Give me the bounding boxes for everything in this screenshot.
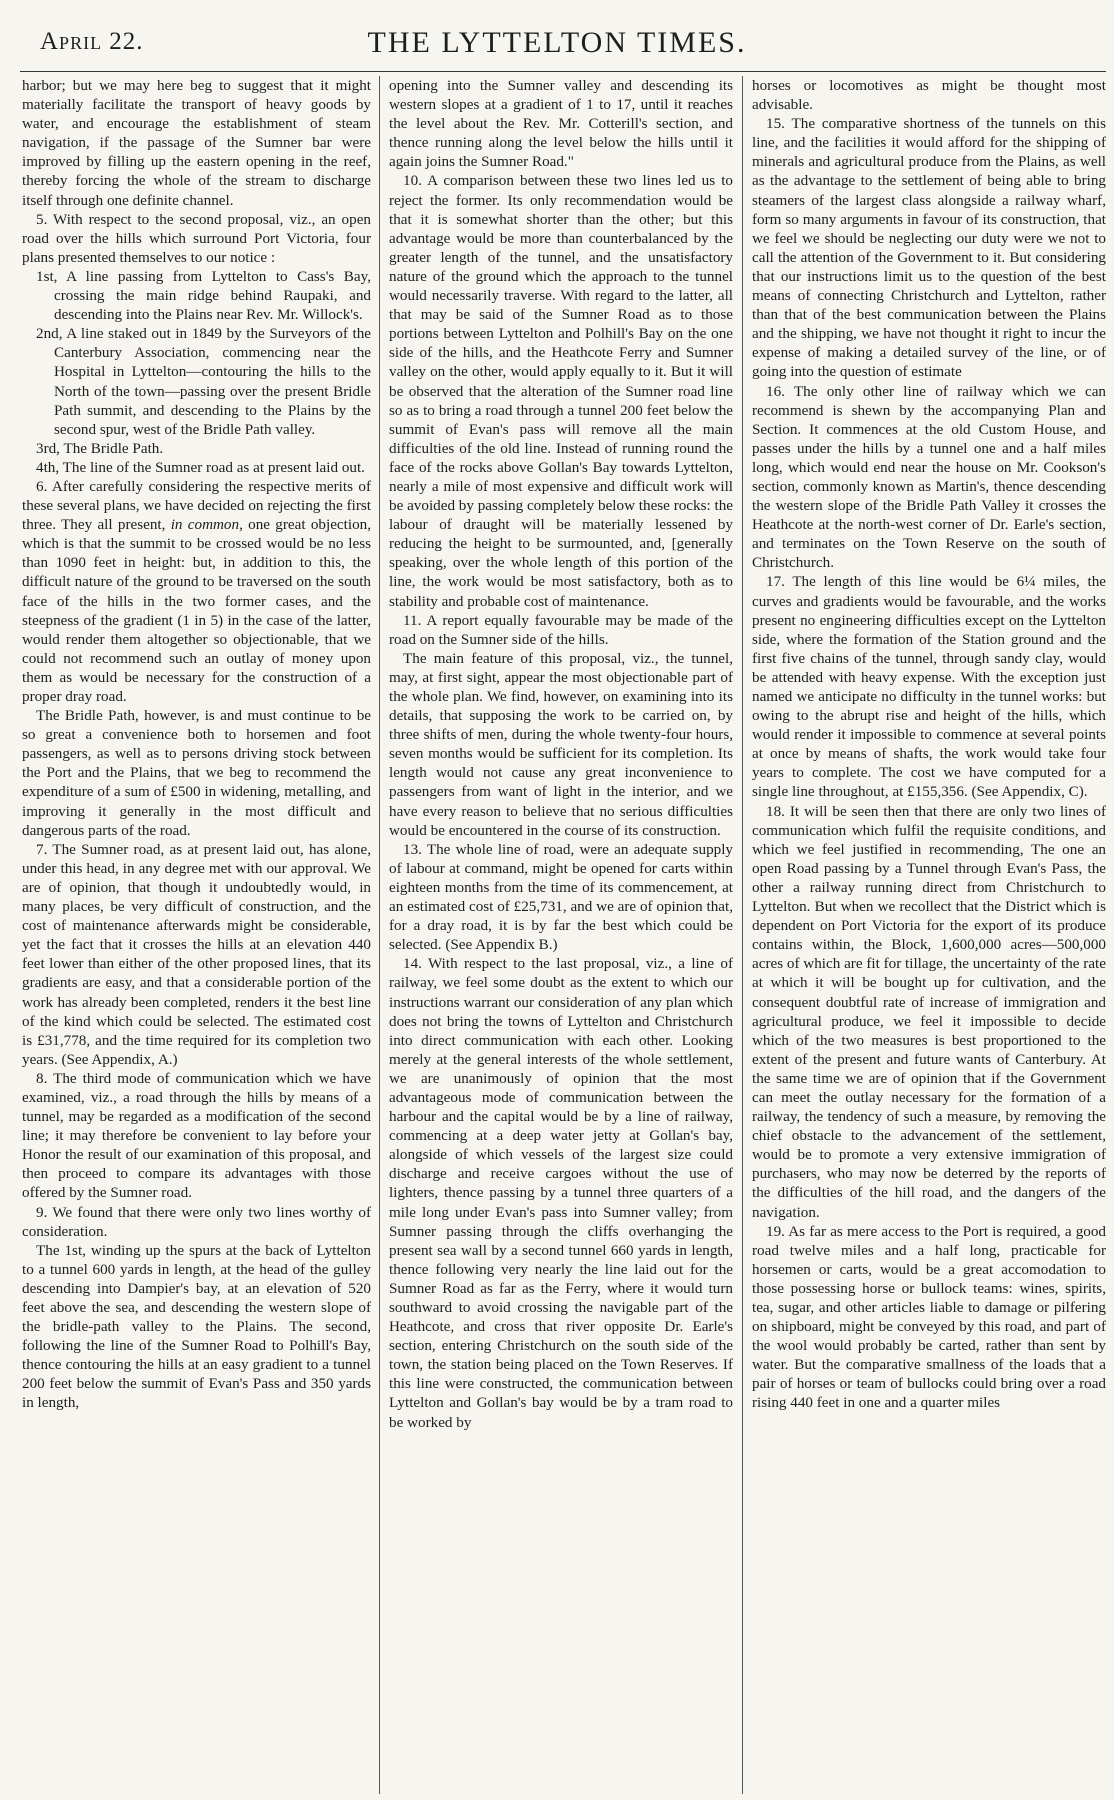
paragraph: 14. With respect to the last proposal, viz., a line of railway, we feel some doubt as the extent to which our instructions warrant our consideration of any plan which does not bring the towns of Lyttelton and Christchurch into direct communication with each other. Looking merely at the general interests of the whole settlement, we are unanimously of opinion that the most advantageous mode of communication between the harbour and the capital would be by a line of railway, commencing at a deep water jetty at Gollan's bay, alongside of which vessels of the largest size could discharge and receive cargoes without the use of lighters, thence passing by a tunnel three quarters of a mile long under Evan's pass into Sumner valley; from Sumner passing through the cliffs overhanging the present sea wall by a second tunnel 660 yards in length, thence following very nearly the line laid out for the Sumner Road as far as the Ferry, where it would turn southward to avoid crossing the navigable part of the Heathcote, and cross that river opposite Dr. Earle's section, entering Christchurch on the south side of the town, the station being placed on the Town Reserves. If this line were constructed, the communication between Lyttelton and Gollan's bay would be by a tram road to be worked by <box>389 955 733 1431</box>
paragraph: The 1st, winding up the spurs at the back of Lyttelton to a tunnel 600 yards in length, at the head of the gulley descending into Dampier's bay, at an elevation of 520 feet above the sea, and descending the western slope of the bridle-path valley to the Plains. The second, following the line of the Sumner Road to Polhill's Bay, thence contouring the hills at an easy gradient to a tunnel 200 feet below the summit of Evan's Pass and 350 yards in length, <box>22 1241 371 1412</box>
paragraph-text: , one great objection, which is that the summit to be crossed would be no less than 1090 feet in height: but, in addition to this, the difficult nature of the ground to be traversed on the south face of the hills in the two former cases, and the steepness of the gradient (1 in 5) in the case of the latter, would render them altogether so objectionable, that we could not recommend such an outlay of money upon them as would be necessary for the construction of a proper dray road. <box>22 516 371 705</box>
header-rule <box>20 71 1106 72</box>
paragraph: 11. A report equally favourable may be made of the road on the Sumner side of the hills. <box>389 611 733 648</box>
list-item: 4th, The line of the Sumner road as at present laid out. <box>36 458 365 476</box>
page-header <box>40 22 1074 62</box>
column-3 <box>743 76 1106 1794</box>
paragraph: The main feature of this proposal, viz., the tunnel, may, at first sight, appear the most objectionable part of the whole plan. We find, however, on examining into its details, that supposing the work to be carried on, by three shifts of men, during the whole twenty-four hours, seven months would be sufficient for its completion. Its length would not cause any great inconvenience to passengers from want of light in the interior, and we have every reason to believe that no serious difficulties would be encountered in the course of its construction. <box>389 649 733 839</box>
issue-date: April 22. <box>40 28 144 55</box>
paragraph: 5. With respect to the second proposal, viz., an open road over the hills which surround Port Victoria, four plans presented themselves to our notice : <box>22 210 371 266</box>
paragraph: 13. The whole line of road, were an adequate supply of labour at command, might be opened for carts within eighteen months from the time of its commencement, at an estimated cost of £25,731, and we are of opinion that, for a dray road, it is by far the best which could be selected. (See Appendix B.) <box>389 840 733 954</box>
paragraph: 8. The third mode of communication which we have examined, viz., a road through the hills by means of a tunnel, may be regarded as a modification of the second line; it may therefore be convenient to lay before your Honor the result of our examination of this proposal, and then proceed to compare its advantages with those offered by the Sumner road. <box>22 1069 371 1202</box>
list-item: 1st, A line passing from Lyttelton to Cass's Bay, crossing the main ridge behind Raupaki, and descending into the Plains near Rev. Mr. Willock's. <box>36 267 371 324</box>
enumerated-list <box>22 267 371 477</box>
paragraph: 10. A comparison between these two lines led us to reject the former. Its only recommendation would be that it is somewhat shorter than the other; but this advantage would be more than counterbalanced by the greater length of the tunnel, and the unsatisfactory nature of the ground which the approach to the tunnel would necessarily traverse. With regard to the latter, all that may be said of the Sumner Road as to those portions between Lyttelton and Polhill's Bay on the one side of the hills, and the Heathcote Ferry and Sumner valley on the other, would apply equally to it. But it will be observed that the alteration of the Sumner road line so as to bring a road through a tunnel 200 feet below the summit of Evan's pass will remove all the main difficulties of the old line. Instead of running round the face of the rocks above Gollan's Bay towards Lyttelton, nearly a mile of most expensive and difficult work will be avoided by passing completely below these rocks: the labour of draught will be materially lessened by reducing the height to be surmounted, and, [generally speaking, over the whole length of this portion of the line, the work would be most satisfactory, both as to stability and probable cost of maintenance. <box>389 172 733 610</box>
article-columns <box>22 76 1106 1794</box>
continued-paragraph: harbor; but we may here beg to suggest that it might materially facilitate the transport of heavy goods by water, and encourage the establishment of steam navigation, if the passage of the Sumner bar were improved by filling up the eastern opening in the reef, thereby forcing the whole of the stream to discharge itself through one definite channel. <box>22 77 371 209</box>
list-item: 2nd, A line staked out in 1849 by the Surveyors of the Canterbury Association, commencing near the Hospital in Lyttelton—contouring the hills to the North of the town—passing over the present Bridle Path summit, and descending to the Plains by the second spur, west of the Bridle Path valley. <box>36 325 371 438</box>
paragraph: The Bridle Path, however, is and must continue to be so great a convenience both to horsemen and foot passengers, as well as to persons driving stock between the Port and the Plains, that we beg to recommend the expenditure of a sum of £500 in widening, metalling, and improving it generally in the most difficult and dangerous parts of the road. <box>22 707 371 839</box>
column-2 <box>380 76 743 1794</box>
paragraph: 19. As far as mere access to the Port is required, a good road twelve miles and a half long, practicable for horsemen or carts, would be a great accomodation to those possessing horse or bullock teams: wines, spirits, tea, sugar, and other articles liable to damage or pilfering on shipboard, might be conveyed by this road, and part of the wool would probably be carted, rather than sent by water. But the comparative smallness of the loads that a pair of horses or team of bullocks could bring over a road rising 440 feet in one and a quarter miles <box>752 1222 1106 1412</box>
list-item: 3rd, The Bridle Path. <box>36 439 164 457</box>
paragraph <box>22 477 371 706</box>
paragraph: 9. We found that there were only two lines worthy of consideration. <box>22 1203 371 1240</box>
paragraph: 17. The length of this line would be 6¼ miles, the curves and gradients would be favourable, and the works present no engineering difficulties except on the Lyttelton side, where the formation of the Station ground and the first five chains of the tunnel, through sandy clay, would be attended with heavy expense. With the exception just named we anticipate no difficulty in the tunnel works: but owing to the abrupt rise and height of the hills, which would render it impossible to commence at several points at once by means of shafts, the work would take four years to complete. The cost we have computed for a single line throughout, at £155,356. (See Appendix, C). <box>752 573 1106 801</box>
paragraph-text: 6. After carefully considering the respective merits of these several plans, we have decided on rejecting the first three. They all present, <box>22 477 371 534</box>
paragraph: 15. The comparative shortness of the tunnels on this line, and the facilities it would afford for the shipping of minerals and agricultural produce from the Plains, as well as the advantage to the settlement of being able to bring steamers of the largest class alongside a railway wharf, form so many arguments in favour of its construction, that we feel we should be neglecting our duty were we not to call the attention of the Government to it. But considering that our instructions limit us to the question of the best means of connecting Christchurch and Lyttelton, rather than that of the best communication between the Plains and the shipping, we have not thought it right to incur the expense of making a detailed survey of the line, or of going into the question of estimate <box>752 115 1106 381</box>
paragraph: 16. The only other line of railway which we can recommend is shewn by the accompanying Plan and Section. It commences at the old Custom House, and passes under the hills by a tunnel one and a half miles long, which would end near the house on Mr. Cookson's section, commonly known as Martin's, thence descending the western slope of the Bridle Path Valley it crosses the Heathcote at the north-west corner of Dr. Earle's section, and terminates on the Town Reserve on the south of Christchurch. <box>752 382 1106 572</box>
emphasis-text: in common <box>170 516 240 534</box>
continued-paragraph: horses or locomotives as might be thought most advisable. <box>752 77 1106 114</box>
column-1 <box>22 76 380 1794</box>
continued-paragraph: opening into the Sumner valley and descending its western slopes at a gradient of 1 to 17, until it reaches the level about the Rev. Mr. Cotterill's section, and thence running along the level below the hills until it again joins the Sumner Road." <box>389 77 733 171</box>
paragraph: 7. The Sumner road, as at present laid out, has alone, under this head, in any degree met with our approval. We are of opinion, that though it undoubtedly would, in many places, be very difficult of construction, and the cost of maintenance afterwards might be considerable, yet the fact that it crosses the hills at an elevation 440 feet lower than either of the other proposed lines, that its gradients are easy, and that a considerable portion of the work has already been completed, renders it the best line of the kind which could be selected. The estimated cost is £31,778, and the time required for its completion two years. (See Appendix, A.) <box>22 840 371 1068</box>
paragraph: 18. It will be seen then that there are only two lines of communication which fulfil the requisite conditions, and which we feel justified in recommending, The one an open Road passing by a Tunnel through Evan's Pass, the other a railway running direct from Christchurch to Lyttelton. But when we recollect that the District which is dependent on Port Victoria for the export of its produce contains within, the Block, 1,600,000 acres—500,000 acres of which are fit for tillage, the uncertainty of the rate at which it will be bought up for cultivation, and the consequent doubtful rate of increase of immigration and agricultural produce, we feel it impossible to decide which of the two measures is best proportioned to the extent of the present and future wants of Canterbury. At the same time we are of opinion that if the Government can meet the outlay necessary for the formation of a railway, the tendency of such a measure, by removing the chief obstacle to the advancement of the settlement, would be to promote a very extensive immigration of purchasers, who may now be deterred by the reports of the difficulties of the hill road, and the dangers of the navigation. <box>752 802 1106 1221</box>
masthead: THE LYTTELTON TIMES. <box>367 26 747 59</box>
